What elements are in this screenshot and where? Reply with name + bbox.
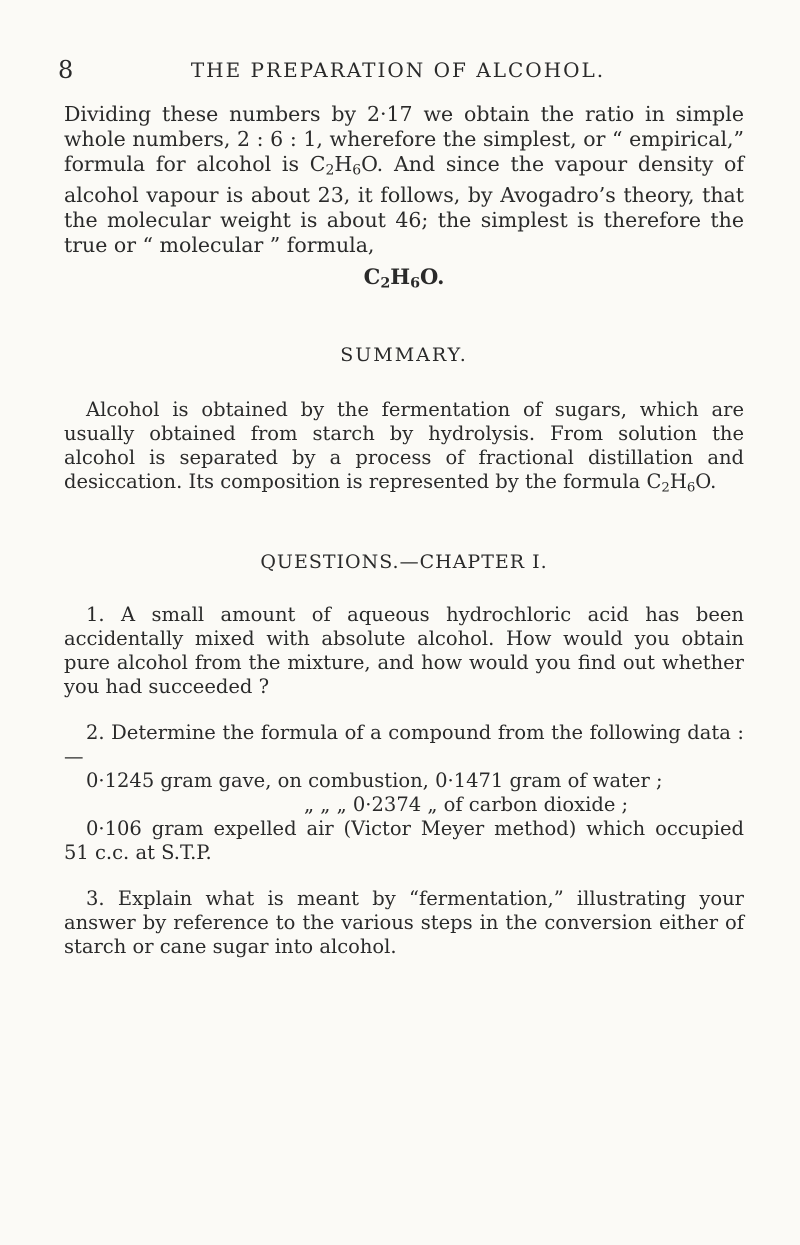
intro-paragraph: Dividing these numbers by 2·17 we obtain the ratio in simple whole numbers, 2 : 6 : 1, wherefore the simplest, or “ empirical,” formula for alcohol is $C_2H_6O$. And since the vapour density of alcohol vapour is about 23, it follows, by Avogadro’s theory, that the molecular weight is about 46; the simplest is therefore the true or “ molecular ” formula, [64,102,744,258]
question-2-data-line-3: 0·106 gram expelled air (Victor Meyer method) which occupied 51 c.c. at S.T.P. [64,817,744,865]
summary-paragraph: Alcohol is obtained by the fermentation of sugars, which are usually obtained from starch by hydrolysis. From solution the alcohol is separated by a process of fractional distillation and desiccation. Its composition is represented by the formula $C_2H_6O$. [64,398,744,496]
molecular-formula: $C_2H_6O$. [363,264,445,293]
question-2-intro: 2. Determine the formula of a compound from the following data :— [64,721,744,769]
running-title: THE PREPARATION OF ALCOHOL. [190,58,606,82]
question-3: 3. Explain what is meant by “fermentation,” illustrating your answer by reference to the various steps in the conversion either of starch or cane sugar into alcohol. [64,887,744,959]
page-number: 8 [58,56,74,84]
questions-heading: QUESTIONS.—CHAPTER I. [260,551,548,574]
question-2-data-line-1: 0·1245 gram gave, on combustion, 0·1471 gram of water ; [86,769,663,793]
summary-heading: SUMMARY. [340,344,468,367]
page-body [64,102,744,959]
question-1: 1. A small amount of aqueous hydrochloric acid has been accidentally mixed with absolute alcohol. How would you obtain pure alcohol from the mixture, and how would you find out whether you had succeeded ? [64,603,744,699]
question-2-data-line-2: „ „ „ 0·2374 „ of carbon dioxide ; [304,793,629,817]
